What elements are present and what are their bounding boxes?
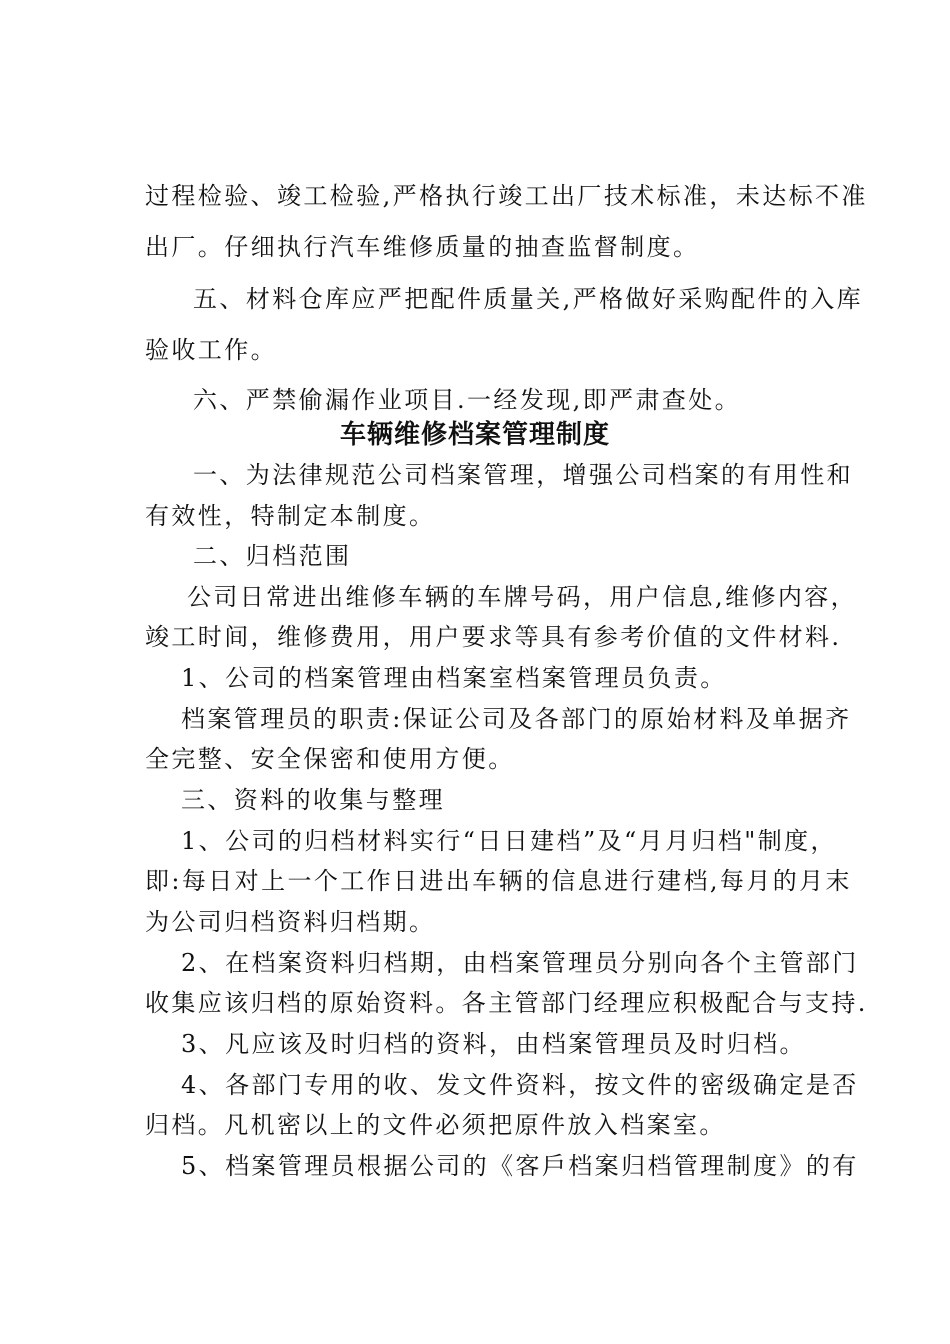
paragraph-line: 档案管理员的职责:保证公司及各部门的原始材料及单据齐 xyxy=(181,705,852,733)
paragraph-line: 1、公司的档案管理由档案室档案管理员负责。 xyxy=(181,664,727,692)
paragraph-line: 5、档案管理员根据公司的《客戶档案归档管理制度》的有 xyxy=(181,1152,859,1180)
paragraph-line: 2、在档案资料归档期，由档案管理员分别向各个主管部门 xyxy=(181,949,859,977)
paragraph-line: 归档。凡机密以上的文件必须把原件放入档案室。 xyxy=(145,1111,726,1139)
paragraph-line: 即:每日对上一个工作日进出车辆的信息进行建档,每月的月末 xyxy=(145,867,852,895)
paragraph-line: 一、为法律规范公司档案管理，增强公司档案的有用性和 xyxy=(193,461,853,489)
paragraph-line: 五、材料仓库应严把配件质量关,严格做好采购配件的入库 xyxy=(193,285,864,313)
paragraph-line: 为公司归档资料归档期。 xyxy=(145,908,436,936)
paragraph-line: 六、严禁偷漏作业项目.一经发现,即严肃查处。 xyxy=(193,386,742,414)
paragraph-line: 公司日常进出维修车辆的车牌号码，用户信息,维修内容， xyxy=(187,583,858,611)
paragraph-line: 收集应该归档的原始资料。各主管部门经理应积极配合与支持. xyxy=(145,989,868,1017)
paragraph-line: 3、凡应该及时归档的资料，由档案管理员及时归档。 xyxy=(181,1030,806,1058)
paragraph-line: 1、公司的归档材料实行“日日建档”及“月月归档"制度， xyxy=(181,827,837,855)
section-heading: 二、归档范围 xyxy=(193,542,352,570)
paragraph-line: 有效性，特制定本制度。 xyxy=(145,502,436,530)
paragraph-line: 出厂。仔细执行汽车维修质量的抽查监督制度。 xyxy=(145,233,700,261)
document-title: 车辆维修档案管理制度 xyxy=(339,420,610,450)
paragraph-line: 过程检验、竣工检验,严格执行竣工出厂技术标准，未达标不准 xyxy=(145,182,868,210)
paragraph-line: 验收工作。 xyxy=(145,336,277,364)
paragraph-line: 4、各部门专用的收、发文件资料，按文件的密级确定是否 xyxy=(181,1071,859,1099)
paragraph-line: 竣工时间，维修费用，用户要求等具有参考价值的文件材料. xyxy=(145,623,842,651)
paragraph-line: 全完整、安全保密和使用方便。 xyxy=(145,745,515,773)
section-heading: 三、资料的收集与整理 xyxy=(181,786,445,814)
